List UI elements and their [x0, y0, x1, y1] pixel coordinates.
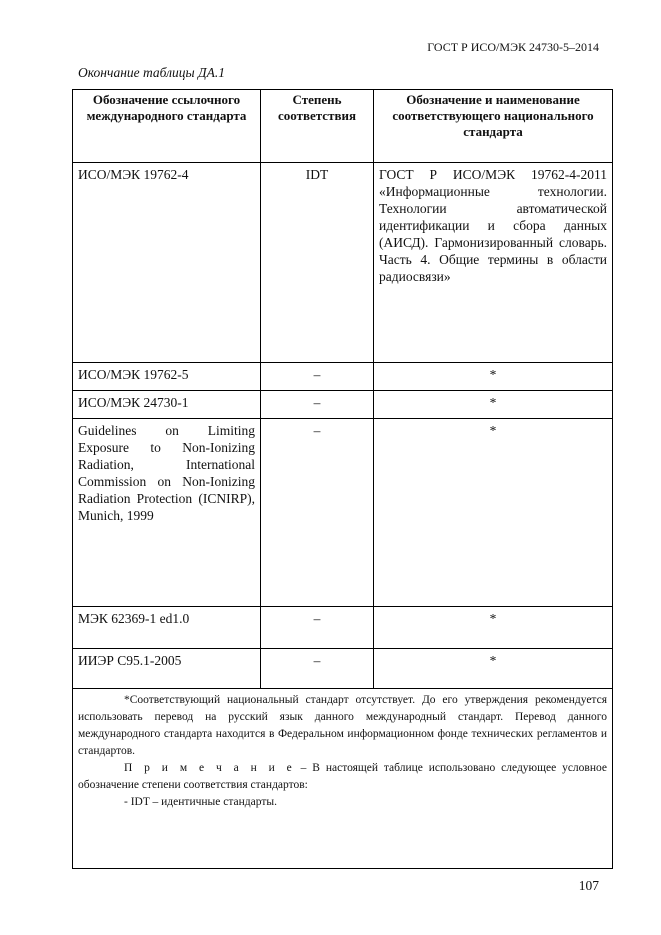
cell-designation: ИСО/МЭК 19762-5 — [73, 363, 261, 391]
cell-degree: – — [261, 391, 374, 419]
cell-designation: ИСО/МЭК 24730-1 — [73, 391, 261, 419]
cell-national: * — [374, 607, 613, 649]
cell-national: ГОСТ Р ИСО/МЭК 19762-4-2011 «Информационные технологии. Технологии автоматической идентификации и сбора данных (АИСД). Гармонизированный словарь. Часть 4. Общие термины в области радиосвязи» — [374, 163, 613, 363]
cell-degree: IDT — [261, 163, 374, 363]
note-paragraph — [78, 760, 607, 794]
document-header: ГОСТ Р ИСО/МЭК 24730-5–2014 — [427, 40, 599, 54]
cell-degree: – — [261, 363, 374, 391]
note-text: – В настоящей таблице использовано следующее условное обозначение степени соответствия стандартов: — [78, 762, 607, 791]
table-notes — [73, 689, 613, 869]
table-row — [73, 363, 613, 391]
cell-degree: – — [261, 649, 374, 689]
cell-degree: – — [261, 607, 374, 649]
page-number: 107 — [578, 878, 599, 893]
header-degree: Степень соответствия — [261, 90, 374, 163]
table-header-row — [73, 90, 613, 163]
note-label: П р и м е ч а н и е — [124, 762, 295, 774]
table-row — [73, 607, 613, 649]
legend-text: - IDT – идентичные стандарты. — [124, 796, 277, 808]
cell-degree: – — [261, 419, 374, 607]
header-designation: Обозначение ссылочного международного стандарта — [73, 90, 261, 163]
table-row — [73, 649, 613, 689]
header-national: Обозначение и наименование соответствующего национального стандарта — [374, 90, 613, 163]
cell-national: * — [374, 649, 613, 689]
footnote-text: *Соответствующий национальный стандарт отсутствует. До его утверждения рекомендуется использовать перевод на русский язык данного международный стандарт. Перевод данного международного стандарта находится в Федеральном информационном фонде технических регламентов и стандартов. — [78, 694, 607, 757]
cell-designation: МЭК 62369-1 ed1.0 — [73, 607, 261, 649]
table-row — [73, 419, 613, 607]
cell-designation: ИИЭР C95.1-2005 — [73, 649, 261, 689]
standards-table — [72, 89, 613, 869]
cell-designation: Guidelines on Limiting Exposure to Non-Ionizing Radiation, International Commission on Non-Ionizing Radiation Protection (ICNIRP), Munich, 1999 — [73, 419, 261, 607]
cell-national: * — [374, 419, 613, 607]
cell-national: * — [374, 391, 613, 419]
cell-national: * — [374, 363, 613, 391]
table-caption: Окончание таблицы ДА.1 — [78, 65, 225, 80]
table-notes-row — [73, 689, 613, 869]
cell-designation: ИСО/МЭК 19762-4 — [73, 163, 261, 363]
table-row — [73, 163, 613, 363]
table-row — [73, 391, 613, 419]
